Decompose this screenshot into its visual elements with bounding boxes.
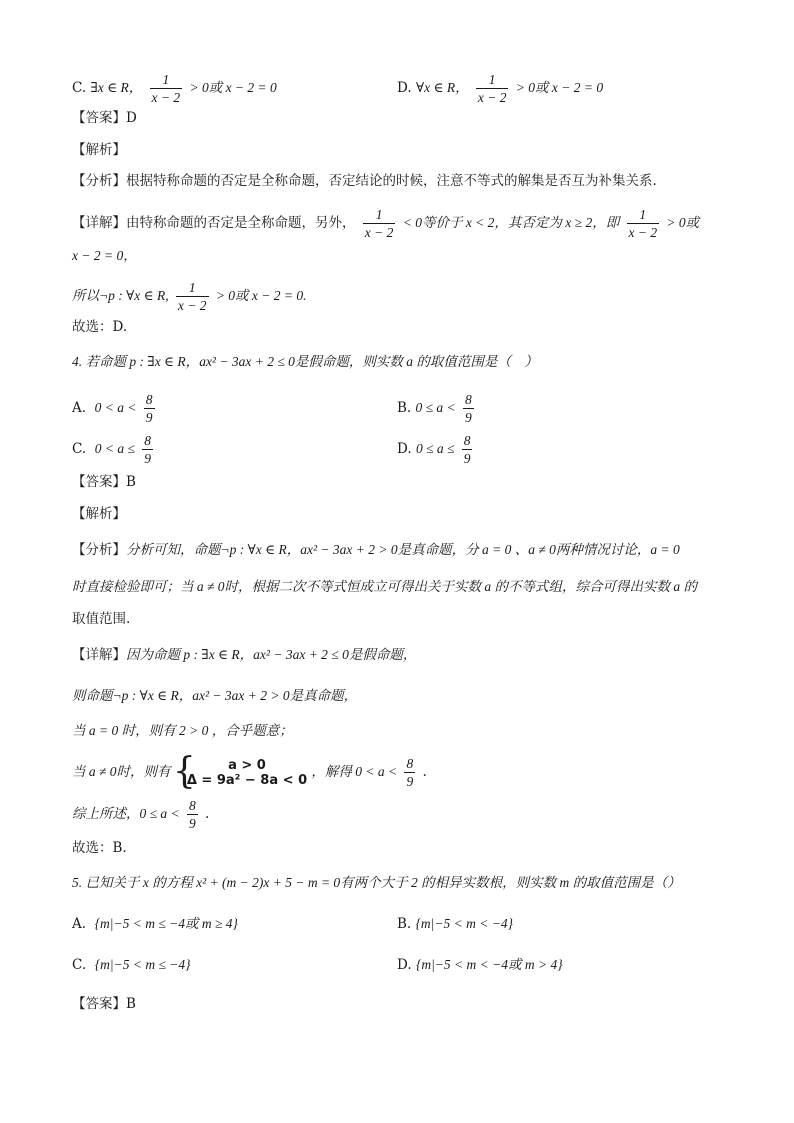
fraction: $\frac{8}{9}$ (463, 433, 471, 466)
q4-option-b: B. 0 ≤ a < $\frac{8}{9}$ (397, 392, 472, 425)
fraction: $\frac{1}{x - 2}$ (364, 207, 394, 240)
q5-option-b: B. {m|−5 < m < −4} (397, 916, 513, 932)
q4-options-row2 (72, 432, 734, 467)
q4-option-a: A. 0 < a < $\frac{8}{9}$ (72, 392, 153, 425)
q3-detail-line3: 所以¬p : ∀x ∈ R, $\frac{1}{x - 2}$ > 0或 x − 2 = 0. (72, 280, 307, 313)
q4-fenxi-line2: 时直接检验即可；当 a ≠ 0时，根据二次不等式恒成立可得出关于实数 a 的不等式组，综合可得出实数 a 的 (72, 579, 698, 594)
fraction: $\frac{8}{9}$ (406, 756, 414, 789)
q5-option-c: C. {m|−5 < m ≤ −4} (72, 957, 191, 973)
q3-option-c: C. ∃x ∈ R， $\frac{1}{x - 2}$ > 0或 x − 2 = 0 (72, 72, 277, 105)
q5-option-a: A. {m|−5 < m ≤ −4或 m ≥ 4} (72, 916, 238, 932)
q4-fenxi-line1: 【分析】分析可知，命题¬p : ∀x ∈ R，ax² − 3ax + 2 > 0是真命题，分 a = 0 、a ≠ 0两种情况讨论，a = 0 (72, 542, 680, 558)
q4-fenxi-line3: 取值范围. (72, 611, 131, 627)
q4-analysis-tag: 【解析】 (72, 506, 126, 522)
fraction: $\frac{8}{9}$ (144, 433, 151, 466)
q4-option-d: D. 0 ≤ a ≤ $\frac{8}{9}$ (397, 433, 471, 466)
q5-stem: 5. 已知关于 x 的方程 x² + (m − 2)x + 5 − m = 0有两个大于 2 的相异实数根，则实数 m 的取值范围是（） (72, 875, 681, 890)
q4-stem: 4. 若命题 p : ∃x ∈ R，ax² − 3ax + 2 ≤ 0是假命题，则实数 a 的取值范围是（ ） (72, 354, 538, 369)
inequality-system: { a > 0 Δ = 9a² − 8a < 0 (175, 758, 307, 788)
q4-conclusion: 故选：B. (72, 840, 127, 856)
q5-option-d: D. {m|−5 < m < −4或 m > 4} (397, 957, 563, 973)
q4-detail-line2: 则命题¬p : ∀x ∈ R，ax² − 3ax + 2 > 0是真命题， (72, 688, 358, 703)
q5-options-row1 (72, 914, 734, 934)
q4-answer: 【答案】B (72, 474, 136, 490)
q3-detail-line2: x − 2 = 0， (72, 248, 137, 263)
q3-option-d: D. ∀x ∈ R， $\frac{1}{x - 2}$ > 0或 x − 2 = 0 (397, 72, 604, 105)
q3-analysis-tag: 【解析】 (72, 142, 126, 158)
q3-answer: 【答案】D (72, 110, 137, 126)
fraction: $\frac{1}{x - 2}$ (151, 72, 181, 105)
fraction: $\frac{8}{9}$ (188, 798, 196, 831)
q3-conclusion: 故选：D. (72, 319, 128, 335)
q4-option-c: C. 0 < a ≤ $\frac{8}{9}$ (72, 433, 151, 466)
q4-detail-line3: 当 a = 0 时，则有 2 > 0 ，合乎题意； (72, 723, 293, 738)
fraction: $\frac{8}{9}$ (464, 392, 472, 425)
fraction: $\frac{1}{x - 2}$ (477, 72, 507, 105)
q3-detail-line1: 【详解】由特称命题的否定是全称命题，另外， $\frac{1}{x - 2}$ < 0等价于 x < 2，其否定为 x ≥ 2，即 $\frac{1}{x - 2}$ > 0或 (72, 207, 700, 240)
q4-detail-line4: 当 a ≠ 0时，则有 { a > 0 Δ = 9a² − 8a < 0 ，解得 0 < a < $\frac{8}{9}$ . (72, 755, 734, 790)
q4-detail-line1: 【详解】因为命题 p : ∃x ∈ R，ax² − 3ax + 2 ≤ 0是假命题， (72, 647, 417, 663)
fraction: $\frac{8}{9}$ (145, 392, 153, 425)
q5-answer: 【答案】B (72, 996, 136, 1012)
q3-fenxi: 【分析】根据特称命题的否定是全称命题，否定结论的时候，注意不等式的解集是否互为补集关系. (72, 173, 657, 189)
q4-options-row1 (72, 391, 734, 426)
fraction: $\frac{1}{x - 2}$ (628, 207, 658, 240)
q5-options-row2 (72, 955, 734, 975)
fraction: $\frac{1}{x - 2}$ (177, 280, 207, 313)
q4-detail-line5: 综上所述，0 ≤ a < $\frac{8}{9}$ . (72, 798, 210, 831)
q3-option-c-row (72, 71, 734, 106)
